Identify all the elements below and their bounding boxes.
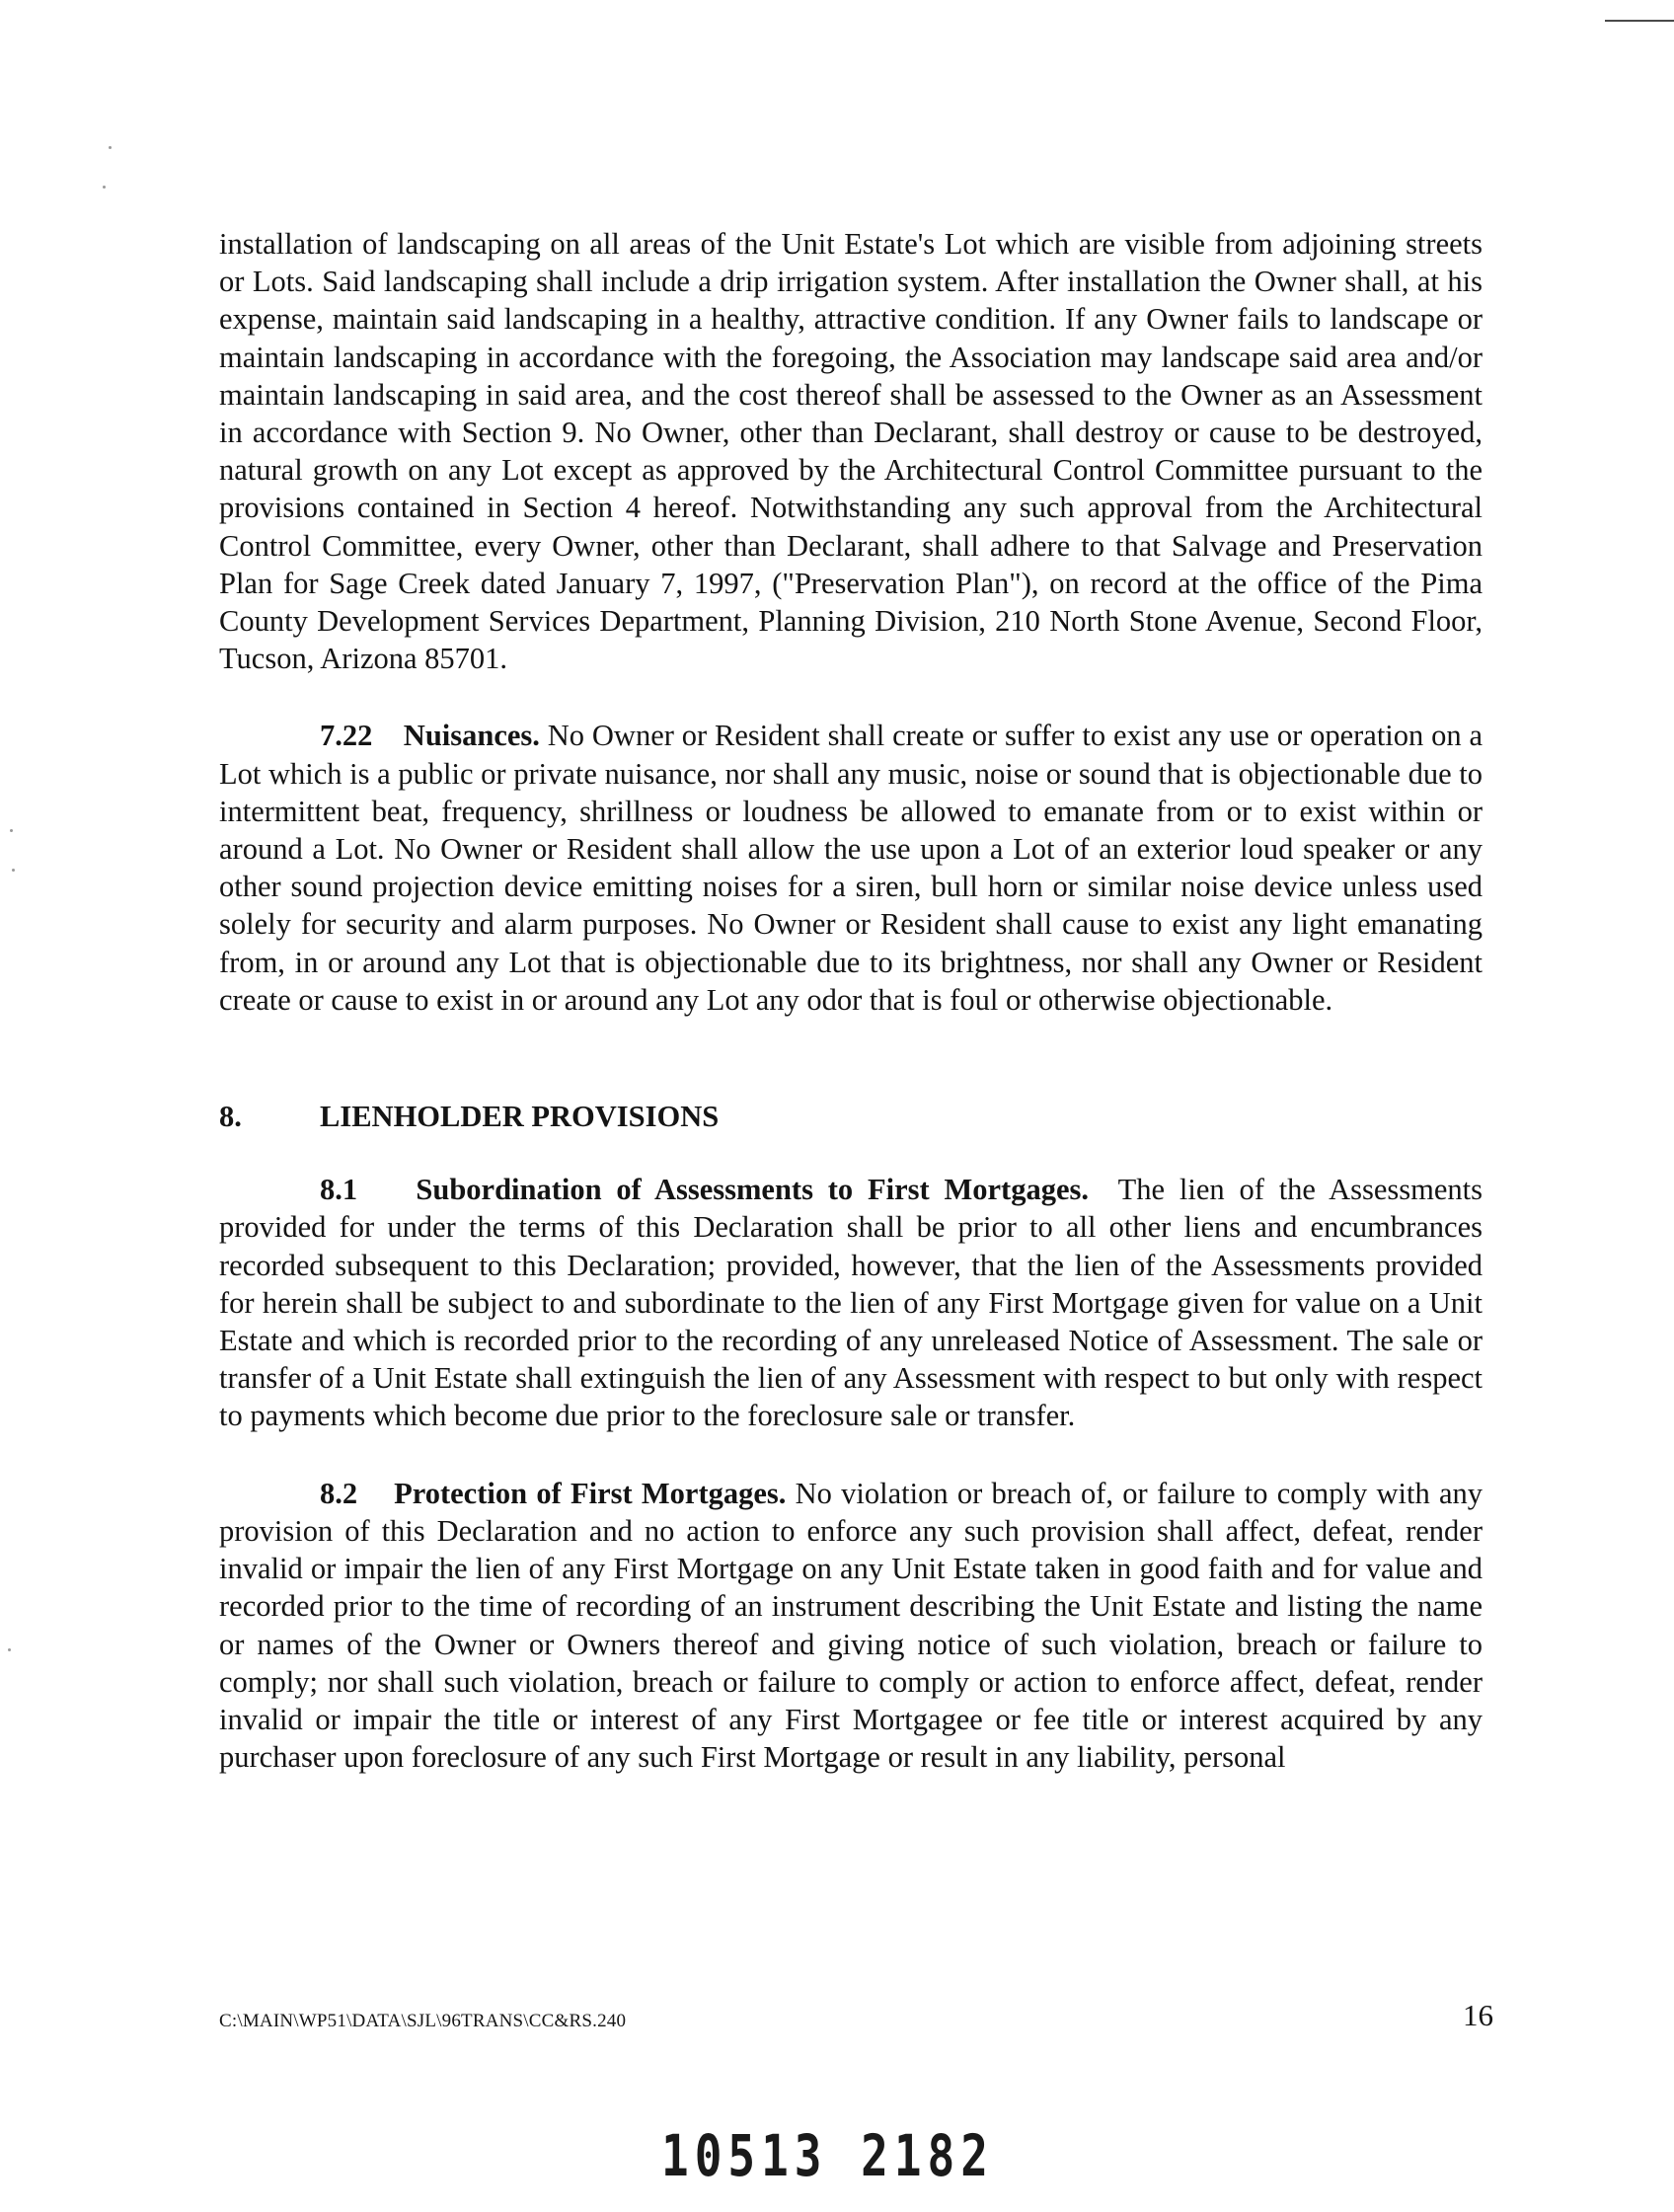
page-number: 16 xyxy=(1463,1998,1493,2032)
section-8-1-body: The lien of the Assessments provided for under the terms of this Declaration shall be prior to all other liens and encumbrances recorded subsequent to this Declaration; provided, however, that the lien of the Assessments provided for herein shall be subject to and subordinate to the lien of any First Mortgage given for value on a Unit Estate and which is recorded prior to the recording of any unreleased Notice of Assessment. The sale or transfer of a Unit Estate shall extinguish the lien of any Assessment with respect to but only with respect to payments which become due prior to the foreclosure sale or transfer. xyxy=(219,1173,1483,1433)
section-7-22-title: Nuisances. xyxy=(403,719,540,753)
intro-paragraph: installation of landscaping on all areas of the Unit Estate's Lot which are visible from adjoining streets or Lots. Said landscaping shall include a drip irrigation system. After installation the Owner shall, at his expense, maintain said landscaping in a healthy, attractive condition. If any Owner fails to landscape or maintain landscaping in accordance with the foregoing, the Association may landscape said area and/or maintain landscaping in said area, and the cost thereof shall be assessed to the Owner as an Assessment in accordance with Section 9. No Owner, other than Declarant, shall destroy or cause to be destroyed, natural growth on any Lot except as approved by the Architectural Control Committee pursuant to the provisions contained in Section 4 hereof. Notwithstanding any such approval from the Architectural Control Committee, every Owner, other than Declarant, shall adhere to that Salvage and Preservation Plan for Sage Creek dated January 7, 1997, ("Preservation Plan"), on record at the office of the Pima County Development Services Department, Planning Division, 210 North Stone Avenue, Second Floor, Tucson, Arizona 85701. xyxy=(219,227,1483,676)
section-8-2 xyxy=(219,1475,1483,1777)
section-8-2-body: No violation or breach of, or failure to comply with any provision of this Declaration and no action to enforce any such provision shall affect, defeat, render invalid or impair the lien of any First Mortgage on any Unit Estate taken in good faith and for value and recorded prior to the time of recording of an instrument describing the Unit Estate and listing the name or names of the Owner or Owners thereof and giving notice of such violation, breach or failure to comply; nor shall such violation, breach or failure to comply or action to enforce affect, defeat, render invalid or impair the title or interest of any First Mortgagee or fee title or interest acquired by any purchaser upon foreclosure of any such First Mortgage or result in any liability, personal xyxy=(219,1476,1484,1775)
scan-edge-mark xyxy=(1605,20,1674,22)
section-7-22 xyxy=(219,717,1483,1019)
section-8-2-number: 8.2 xyxy=(320,1476,358,1510)
scan-speck xyxy=(103,186,106,189)
footer-file-path: C:\MAIN\WP51\DATA\SJL\96TRANS\CC&RS.240 xyxy=(219,2011,627,2031)
section-8-1 xyxy=(219,1171,1483,1434)
document-body xyxy=(219,225,1483,1776)
section-7-22-number: 7.22 xyxy=(320,719,373,753)
section-7-22-body: No Owner or Resident shall create or suffer to exist any use or operation on a Lot which is a public or private nuisance, nor shall any music, noise or sound that is objectionable due to intermittent beat, frequency, shrillness or loudness be allowed to emanate from or to exist within or around a Lot. No Owner or Resident shall allow the use upon a Lot of an exterior loud speaker or any other sound projection device emitting noises for a siren, bull horn or similar noise device unless used solely for security and alarm purposes. No Owner or Resident shall cause to exist any light emanating from, in or around any Lot that is objectionable due to its brightness, nor shall any Owner or Resident create or cause to exist in or around any Lot any odor that is foul or otherwise objectionable. xyxy=(219,719,1484,1017)
section-8-title: LIENHOLDER PROVISIONS xyxy=(320,1100,720,1134)
scan-speck xyxy=(10,829,13,832)
scan-speck xyxy=(12,869,15,872)
scan-speck xyxy=(109,146,112,149)
section-8-heading xyxy=(219,1098,1483,1135)
section-8-number: 8. xyxy=(219,1100,242,1134)
section-8-1-title: Subordination of Assessments to First Mortgages. xyxy=(416,1173,1089,1207)
recording-stamp: 10513 2182 xyxy=(661,2122,994,2189)
section-8-1-number: 8.1 xyxy=(320,1173,358,1207)
section-8-2-title: Protection of First Mortgages. xyxy=(394,1476,787,1510)
scan-speck xyxy=(8,1648,11,1651)
